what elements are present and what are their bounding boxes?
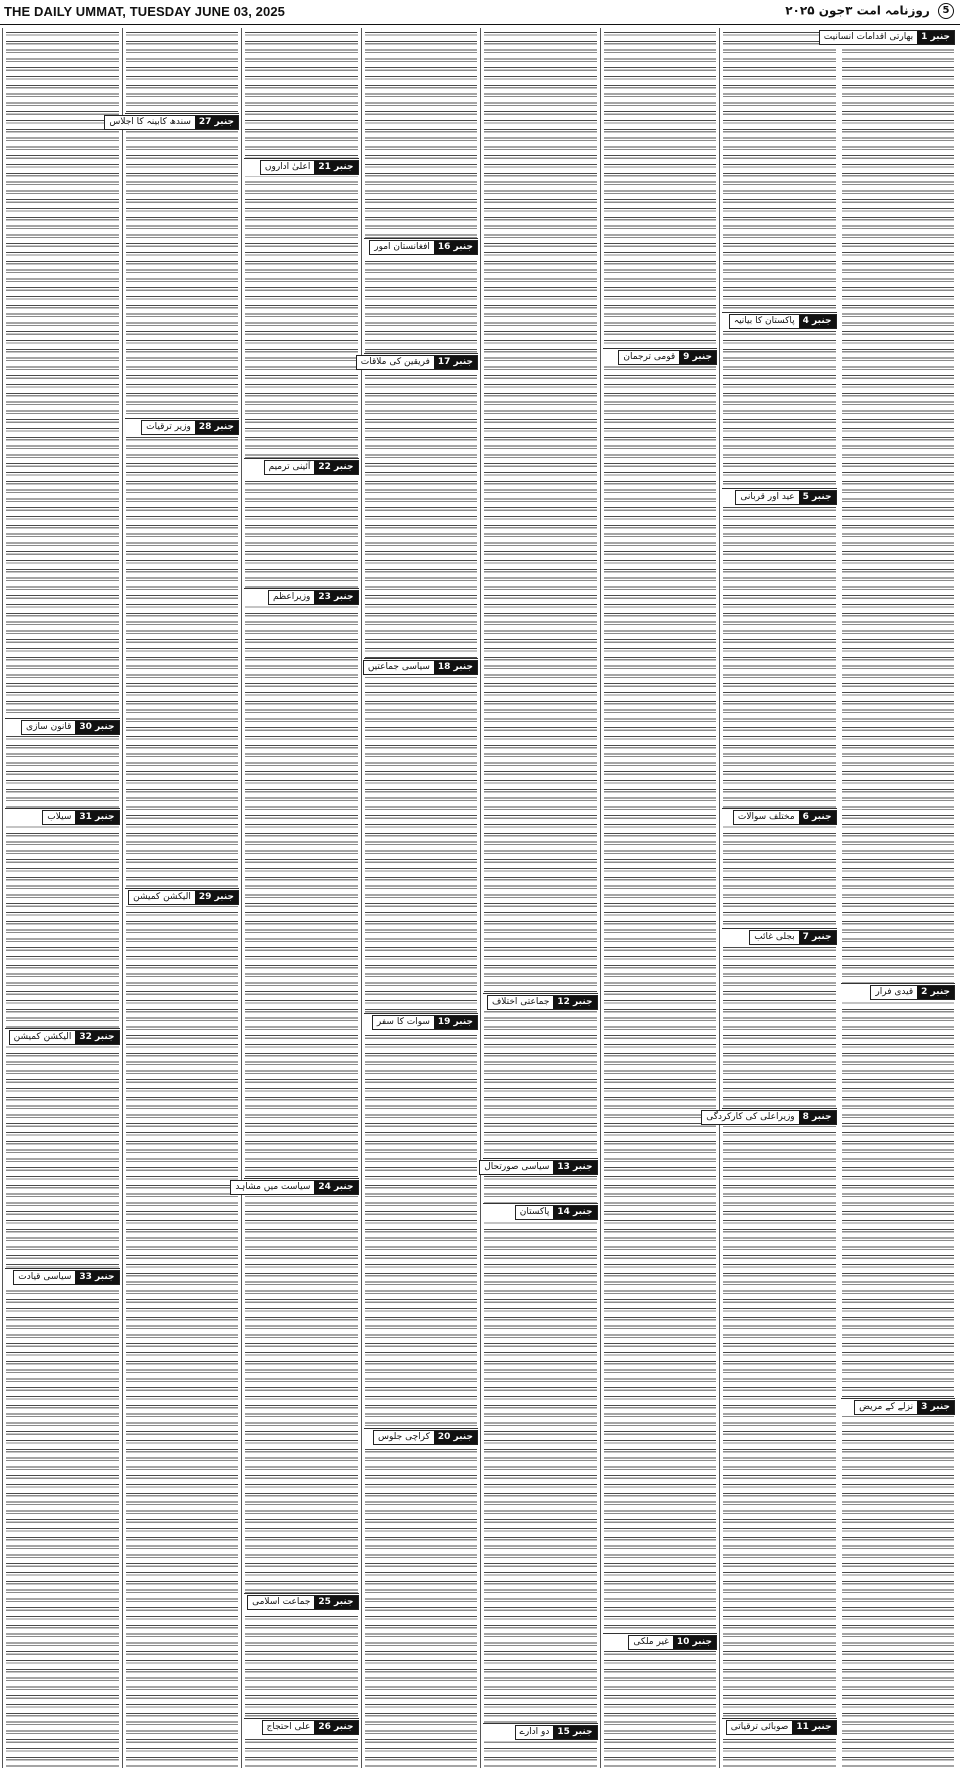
clip-number: جنبر 23 bbox=[314, 591, 357, 604]
clip-number: جنبر 15 bbox=[553, 1726, 596, 1739]
clip-title: قانون سازی bbox=[22, 721, 75, 734]
news-clip-header bbox=[3, 1028, 122, 1046]
clip-title: قیدی فرار bbox=[871, 986, 917, 999]
divider bbox=[364, 658, 479, 659]
clip-number: جنبر 19 bbox=[434, 1016, 477, 1029]
clip-heading bbox=[373, 1430, 478, 1445]
clip-title: جماعتی اختلاف bbox=[488, 996, 553, 1009]
clip-heading bbox=[733, 810, 837, 825]
clip-heading bbox=[369, 240, 478, 255]
news-column bbox=[600, 28, 720, 1768]
news-clip-header bbox=[481, 1158, 600, 1176]
divider bbox=[5, 1028, 120, 1029]
news-column bbox=[706, 28, 839, 1768]
clip-number: جنبر 31 bbox=[75, 811, 118, 824]
divider bbox=[722, 1718, 837, 1719]
clip-title: وزیراعلی کی کارکردگی bbox=[702, 1111, 798, 1124]
clip-title: افغانستان امور bbox=[370, 241, 434, 254]
clip-title: مختلف سوالات bbox=[734, 811, 799, 824]
clip-title: سندھ کابینہ کا اجلاس bbox=[105, 116, 195, 129]
clip-number: جنبر 3 bbox=[917, 1401, 954, 1414]
divider bbox=[603, 1633, 718, 1634]
clip-number: جنبر 9 bbox=[679, 351, 716, 364]
divider bbox=[841, 1398, 956, 1399]
clip-number: جنبر 27 bbox=[195, 116, 238, 129]
masthead bbox=[0, 0, 960, 25]
news-clip-header bbox=[362, 1428, 481, 1446]
clip-heading bbox=[260, 160, 359, 175]
news-clip-header bbox=[242, 158, 361, 176]
news-clip-header bbox=[242, 588, 361, 606]
clip-title: جماعت اسلامی bbox=[248, 1596, 314, 1609]
news-column bbox=[480, 28, 600, 1768]
clip-number: جنبر 24 bbox=[314, 1181, 357, 1194]
newspaper-title-urdu bbox=[785, 3, 954, 19]
clip-title: اعلیٰ اداروں bbox=[261, 161, 315, 174]
clip-heading bbox=[356, 355, 478, 370]
clip-number: جنبر 33 bbox=[75, 1271, 118, 1284]
news-clip-header bbox=[601, 348, 720, 366]
divider bbox=[364, 1013, 479, 1014]
news-column bbox=[235, 28, 361, 1768]
clip-number: جنبر 2 bbox=[917, 986, 954, 999]
clip-number: جنبر 1 bbox=[917, 31, 954, 44]
news-clip-header bbox=[3, 718, 122, 736]
news-clip-header bbox=[362, 658, 481, 676]
clip-title: الیکشن کمیشن bbox=[10, 1031, 76, 1044]
news-column bbox=[109, 28, 242, 1768]
news-clip-header bbox=[720, 488, 839, 506]
clip-title: نزلے کے مریض bbox=[855, 1401, 917, 1414]
clip-heading bbox=[230, 1180, 358, 1195]
news-clip-header bbox=[823, 28, 958, 46]
clip-heading bbox=[618, 350, 717, 365]
clip-title: سوات کا سفر bbox=[373, 1016, 434, 1029]
divider bbox=[244, 458, 359, 459]
clip-number: جنبر 21 bbox=[314, 161, 357, 174]
news-clip-header bbox=[362, 1013, 481, 1031]
clip-number: جنبر 7 bbox=[799, 931, 836, 944]
divider bbox=[364, 1428, 479, 1429]
clip-number: جنبر 25 bbox=[314, 1596, 357, 1609]
clip-title: سیلاب bbox=[43, 811, 75, 824]
clip-heading bbox=[729, 314, 837, 329]
divider bbox=[244, 1593, 359, 1594]
clip-number: جنبر 14 bbox=[553, 1206, 596, 1219]
divider bbox=[483, 1723, 598, 1724]
divider bbox=[244, 588, 359, 589]
news-clip-header bbox=[242, 458, 361, 476]
news-clip-header bbox=[362, 353, 481, 371]
clip-heading bbox=[726, 1720, 837, 1735]
clip-heading bbox=[13, 1270, 119, 1285]
clip-title: وزیراعظم bbox=[269, 591, 314, 604]
divider bbox=[5, 718, 120, 719]
news-clip-header bbox=[109, 113, 242, 131]
clip-title: عید اور قربانی bbox=[736, 491, 798, 504]
clip-title: پاکستان bbox=[516, 1206, 554, 1219]
clip-heading bbox=[479, 1160, 597, 1175]
clip-heading bbox=[515, 1725, 598, 1740]
clip-heading bbox=[487, 995, 598, 1010]
news-clip-header bbox=[601, 1633, 720, 1651]
clip-number: جنبر 29 bbox=[195, 891, 238, 904]
clip-heading bbox=[628, 1635, 717, 1650]
news-clip-header bbox=[362, 238, 481, 256]
clip-number: جنبر 18 bbox=[434, 661, 477, 674]
clip-number: جنبر 13 bbox=[553, 1161, 596, 1174]
clip-heading bbox=[21, 720, 119, 735]
clip-number: جنبر 11 bbox=[792, 1721, 835, 1734]
news-clip-header bbox=[3, 808, 122, 826]
clip-heading bbox=[9, 1030, 120, 1045]
clip-number: جنبر 32 bbox=[75, 1031, 118, 1044]
divider bbox=[483, 1203, 598, 1204]
news-clip-header bbox=[235, 1178, 361, 1196]
divider bbox=[364, 353, 479, 354]
clip-heading bbox=[870, 985, 955, 1000]
clip-heading bbox=[104, 115, 239, 130]
page-number: 5 bbox=[938, 3, 954, 19]
column-body-text bbox=[245, 28, 358, 1768]
divider bbox=[125, 888, 240, 889]
clip-title: سیاسی جماعتیں bbox=[364, 661, 434, 674]
clip-number: جنبر 4 bbox=[799, 315, 836, 328]
clip-number: جنبر 16 bbox=[434, 241, 477, 254]
clip-number: جنبر 10 bbox=[673, 1636, 716, 1649]
clip-heading bbox=[819, 30, 955, 45]
news-clip-header bbox=[481, 1203, 600, 1221]
divider bbox=[722, 488, 837, 489]
news-clip-header bbox=[242, 1718, 361, 1736]
clip-heading bbox=[735, 490, 836, 505]
clip-heading bbox=[854, 1400, 955, 1415]
divider bbox=[483, 1158, 598, 1159]
clip-heading bbox=[247, 1595, 358, 1610]
clip-heading bbox=[749, 930, 836, 945]
news-clip-header bbox=[839, 983, 958, 1001]
column-body-text bbox=[842, 28, 955, 1768]
clip-title: سیاسی قیادت bbox=[14, 1271, 75, 1284]
clip-title: علی احتجاج bbox=[263, 1721, 315, 1734]
clip-title: کراچی جلوس bbox=[374, 1431, 434, 1444]
clip-title: دو ادارے bbox=[516, 1726, 554, 1739]
divider bbox=[483, 993, 598, 994]
news-column bbox=[2, 28, 122, 1768]
divider bbox=[722, 1108, 837, 1109]
clip-title: الیکشن کمیشن bbox=[129, 891, 195, 904]
clip-number: جنبر 6 bbox=[799, 811, 836, 824]
clip-heading bbox=[515, 1205, 598, 1220]
clip-title: قومی ترجمان bbox=[619, 351, 679, 364]
news-column bbox=[361, 28, 481, 1768]
clip-title: سیاست میں مشاہد bbox=[231, 1181, 314, 1194]
news-clip-header bbox=[123, 418, 242, 436]
news-clip-header bbox=[720, 312, 839, 330]
clip-number: جنبر 28 bbox=[195, 421, 238, 434]
news-clip-header bbox=[481, 1723, 600, 1741]
divider bbox=[244, 1178, 359, 1179]
newspaper-title-english: THE DAILY UMMAT, TUESDAY JUNE 03, 2025 bbox=[4, 4, 285, 19]
clip-title: بجلی غائب bbox=[750, 931, 798, 944]
clip-heading bbox=[128, 890, 239, 905]
news-column bbox=[823, 28, 958, 1768]
clip-number: جنبر 17 bbox=[434, 356, 477, 369]
news-clip-header bbox=[3, 1268, 122, 1286]
divider bbox=[5, 1268, 120, 1269]
urdu-date-line: روزنامہ امت ۳جون ۲۰۲۵ bbox=[785, 3, 930, 18]
clip-heading bbox=[268, 590, 359, 605]
column-body-text bbox=[6, 28, 119, 1768]
clip-number: جنبر 26 bbox=[314, 1721, 357, 1734]
clip-title: فریقین کی ملاقات bbox=[357, 356, 434, 369]
divider bbox=[244, 1718, 359, 1719]
clip-number: جنبر 30 bbox=[75, 721, 118, 734]
divider bbox=[722, 808, 837, 809]
clip-title: وزیر ترقیات bbox=[142, 421, 195, 434]
news-clip-header bbox=[720, 928, 839, 946]
clip-heading bbox=[363, 660, 478, 675]
clip-heading bbox=[372, 1015, 478, 1030]
clip-title: غیر ملکی bbox=[629, 1636, 673, 1649]
clip-number: جنبر 12 bbox=[553, 996, 596, 1009]
clip-title: صوبائی ترقیاتی bbox=[727, 1721, 793, 1734]
divider bbox=[125, 113, 240, 114]
divider bbox=[364, 238, 479, 239]
divider bbox=[841, 983, 956, 984]
clip-title: سیاسی صورتحال bbox=[480, 1161, 553, 1174]
news-clip-header bbox=[123, 888, 242, 906]
news-clip-header bbox=[706, 1108, 839, 1126]
clip-heading bbox=[701, 1110, 836, 1125]
clip-title: آئینی ترمیم bbox=[265, 461, 315, 474]
news-clip-header bbox=[720, 808, 839, 826]
clip-title: پاکستان کا بیانیہ bbox=[730, 315, 799, 328]
column-body-text bbox=[723, 28, 836, 1768]
clip-heading bbox=[42, 810, 119, 825]
clip-heading bbox=[262, 1720, 359, 1735]
divider bbox=[722, 312, 837, 313]
news-clip-header bbox=[720, 1718, 839, 1736]
column-body-text bbox=[604, 28, 717, 1768]
divider bbox=[5, 808, 120, 809]
clip-number: جنبر 5 bbox=[799, 491, 836, 504]
clip-title: بھارتی اقدامات انسانیت bbox=[820, 31, 917, 44]
clip-number: جنبر 22 bbox=[314, 461, 357, 474]
column-body-text bbox=[365, 28, 478, 1768]
clip-number: جنبر 20 bbox=[434, 1431, 477, 1444]
divider bbox=[244, 158, 359, 159]
divider bbox=[125, 418, 240, 419]
news-clip-header bbox=[242, 1593, 361, 1611]
divider bbox=[722, 928, 837, 929]
column-body-text bbox=[484, 28, 597, 1768]
clip-number: جنبر 8 bbox=[799, 1111, 836, 1124]
news-clip-header bbox=[481, 993, 600, 1011]
news-clip-header bbox=[839, 1398, 958, 1416]
news-columns bbox=[2, 28, 958, 1768]
clip-heading bbox=[264, 460, 359, 475]
clip-heading bbox=[141, 420, 239, 435]
divider bbox=[603, 348, 718, 349]
